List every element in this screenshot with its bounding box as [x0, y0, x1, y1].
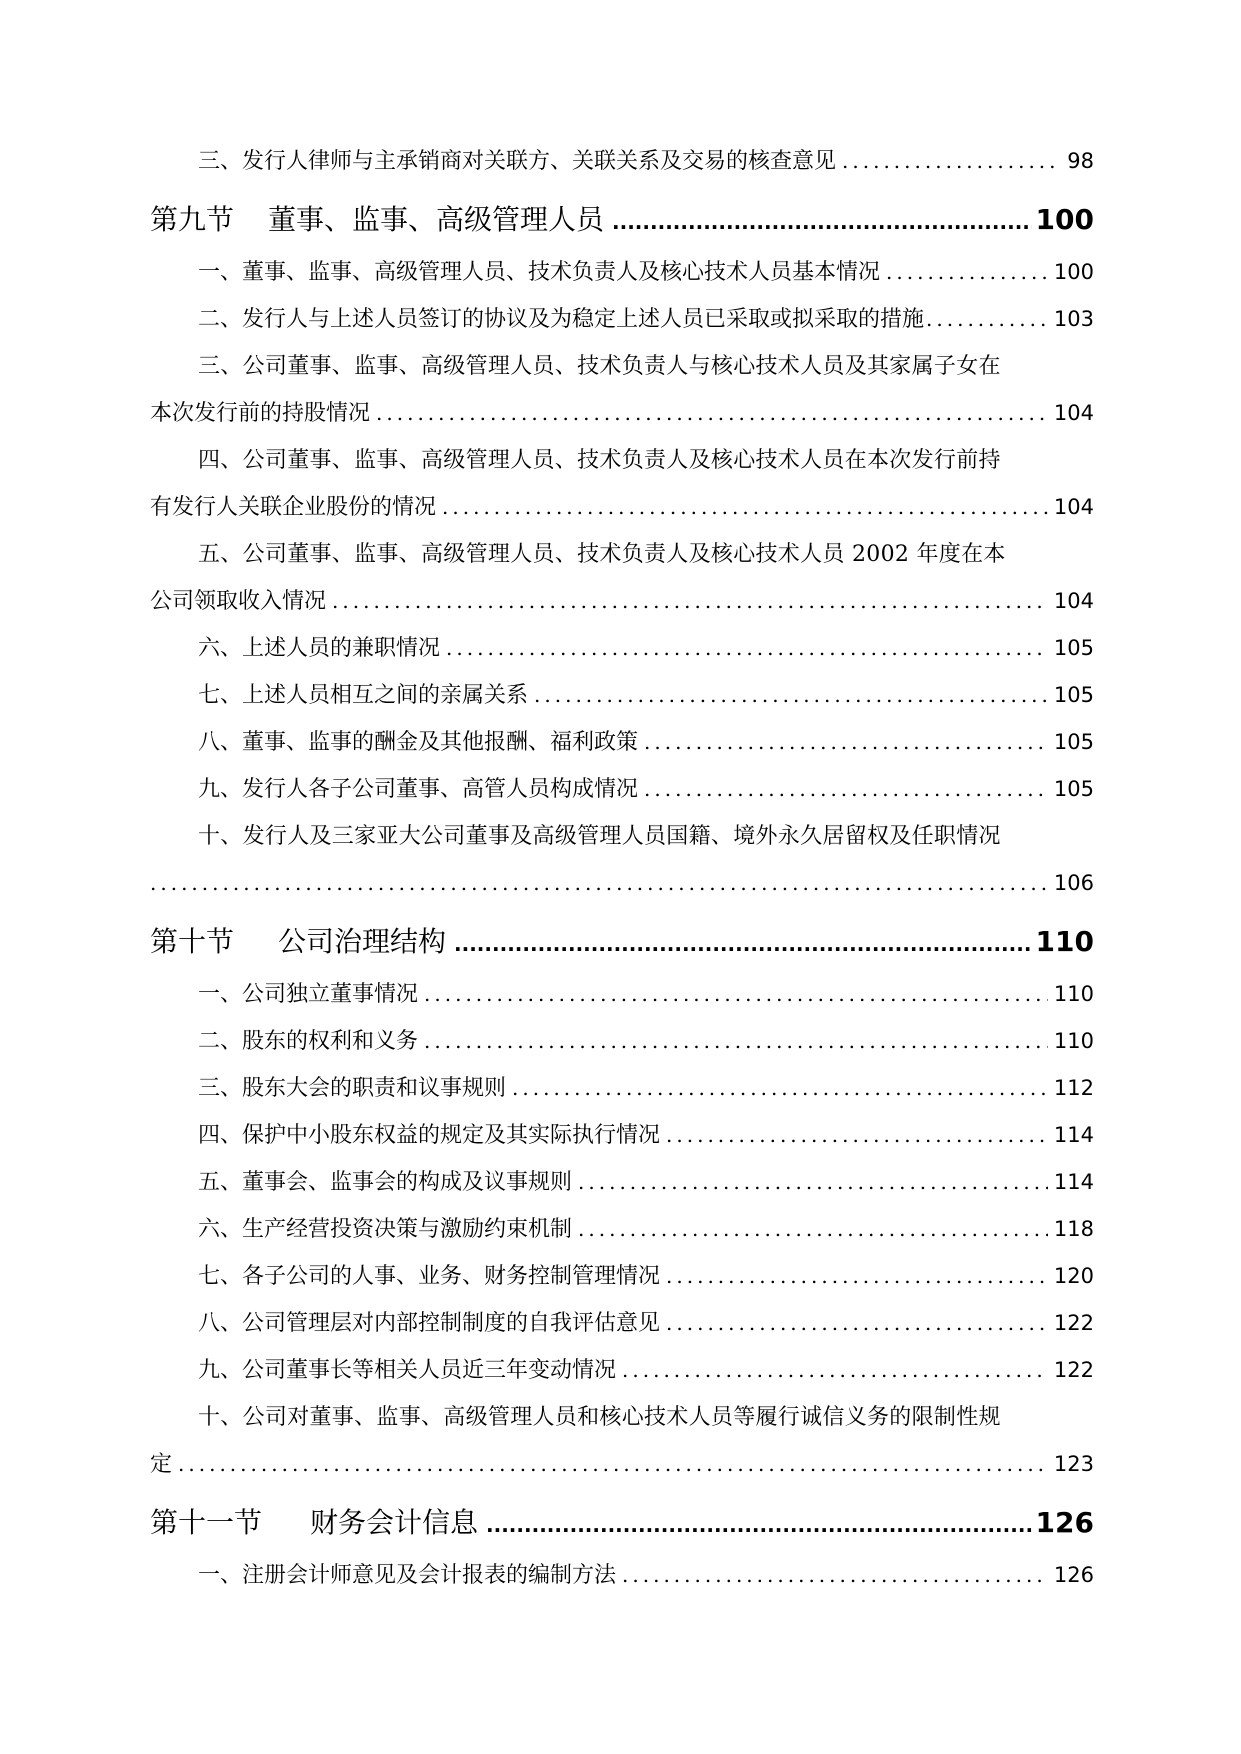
toc-page-number: 104 [1053, 589, 1094, 613]
toc-entry-label: 三、股东大会的职责和议事规则 [198, 1076, 507, 1101]
toc-section-heading[interactable] [150, 913, 1094, 971]
toc-page-number: 114 [1053, 1123, 1094, 1147]
toc-page-number: 105 [1053, 636, 1094, 660]
toc-page-number: 126 [1035, 1506, 1094, 1539]
toc-page-number: 110 [1035, 925, 1094, 958]
toc-entry[interactable] [150, 719, 1094, 766]
toc-section-heading[interactable] [150, 1494, 1094, 1552]
dot-leader [622, 1552, 1048, 1599]
toc-entry[interactable] [150, 625, 1094, 672]
toc-entry[interactable] [150, 672, 1094, 719]
toc-entry[interactable] [150, 138, 1094, 185]
toc-entry-label-line1: 十、发行人及三家亚大公司董事及高级管理人员国籍、境外永久居留权及任职情况 [198, 824, 1001, 849]
toc-entry-label: 三、发行人律师与主承销商对关联方、关联关系及交易的核查意见 [198, 149, 837, 174]
toc-entry-label-line2: 定 [150, 1452, 173, 1477]
toc-entry-label-line1: 五、公司董事、监事、高级管理人员、技术负责人及核心技术人员 2002 年度在本 [198, 542, 1006, 567]
dot-leader [332, 578, 1048, 625]
toc-entry-wrapped[interactable] [150, 1394, 1094, 1488]
dot-leader [644, 719, 1048, 766]
toc-entry[interactable] [150, 1300, 1094, 1347]
toc-entry-label: 六、上述人员的兼职情况 [198, 636, 441, 661]
toc-entry-label-line1: 四、公司董事、监事、高级管理人员、技术负责人及核心技术人员在本次发行前持 [198, 448, 1001, 473]
dot-leader [486, 1496, 1032, 1554]
toc-entry-wrapped[interactable] [150, 437, 1094, 531]
toc-page-number: 100 [1053, 260, 1094, 284]
dot-leader [446, 625, 1048, 672]
toc-entry-wrapped[interactable] [150, 813, 1094, 907]
section-title: 财务会计信息 [310, 1506, 479, 1539]
dot-leader [578, 1206, 1048, 1253]
dot-leader [926, 296, 1048, 343]
toc-entry-label: 一、公司独立董事情况 [198, 982, 419, 1007]
toc-entry[interactable] [150, 1065, 1094, 1112]
toc-entry-label: 四、保护中小股东权益的规定及其实际执行情况 [198, 1123, 661, 1148]
dot-leader [666, 1300, 1048, 1347]
toc-page-number: 106 [1053, 871, 1094, 895]
dot-leader [612, 193, 1032, 251]
toc-entry-label-line1: 十、公司对董事、监事、高级管理人员和核心技术人员等履行诚信义务的限制性规 [198, 1405, 1001, 1430]
toc-entry[interactable] [150, 1159, 1094, 1206]
toc-section-heading[interactable] [150, 191, 1094, 249]
dot-leader [666, 1112, 1048, 1159]
toc-entry[interactable] [150, 766, 1094, 813]
toc-entry[interactable] [150, 1253, 1094, 1300]
toc-entry-label: 九、发行人各子公司董事、高管人员构成情况 [198, 777, 639, 802]
toc-page-number: 105 [1053, 683, 1094, 707]
section-number: 第十一节 [150, 1506, 263, 1539]
toc-page-number: 126 [1053, 1563, 1094, 1587]
toc-entry-wrapped[interactable] [150, 343, 1094, 437]
dot-leader [454, 915, 1032, 973]
toc-page-number: 122 [1053, 1358, 1094, 1382]
toc-entry[interactable] [150, 296, 1094, 343]
toc-entry-label: 二、股东的权利和义务 [198, 1029, 419, 1054]
toc-entry-label: 六、生产经营投资决策与激励约束机制 [198, 1217, 573, 1242]
dot-leader [842, 138, 1061, 185]
toc-entry[interactable] [150, 1112, 1094, 1159]
toc-entry-label: 一、董事、监事、高级管理人员、技术负责人及核心技术人员基本情况 [198, 260, 881, 285]
dot-leader [376, 390, 1048, 437]
toc-page-number: 123 [1053, 1452, 1094, 1476]
table-of-contents [150, 138, 1094, 1599]
toc-entry-label-line2: 公司领取收入情况 [150, 589, 327, 614]
dot-leader [666, 1253, 1048, 1300]
dot-leader [534, 672, 1048, 719]
toc-entry-label: 八、董事、监事的酬金及其他报酬、福利政策 [198, 730, 639, 755]
toc-page-number: 98 [1067, 149, 1094, 173]
toc-entry-label: 九、公司董事长等相关人员近三年变动情况 [198, 1358, 617, 1383]
toc-entry[interactable] [150, 1018, 1094, 1065]
dot-leader [442, 484, 1048, 531]
toc-entry-label: 八、公司管理层对内部控制制度的自我评估意见 [198, 1311, 661, 1336]
dot-leader [578, 1159, 1048, 1206]
section-title: 公司治理结构 [278, 925, 447, 958]
dot-leader [150, 860, 1048, 907]
toc-page-number: 110 [1053, 1029, 1094, 1053]
toc-page-number: 120 [1053, 1264, 1094, 1288]
dot-leader [886, 249, 1048, 296]
toc-entry-label-line1: 三、公司董事、监事、高级管理人员、技术负责人与核心技术人员及其家属子女在 [198, 354, 1001, 379]
toc-entry-wrapped[interactable] [150, 531, 1094, 625]
toc-page-number: 112 [1053, 1076, 1094, 1100]
section-number: 第十节 [150, 925, 235, 958]
toc-entry-label: 七、上述人员相互之间的亲属关系 [198, 683, 529, 708]
toc-entry[interactable] [150, 1347, 1094, 1394]
toc-entry[interactable] [150, 249, 1094, 296]
toc-entry-label-line2: 有发行人关联企业股份的情况 [150, 495, 437, 520]
section-number: 第九节 [150, 203, 235, 236]
toc-page-number: 105 [1053, 730, 1094, 754]
dot-leader [424, 971, 1048, 1018]
toc-page-number: 104 [1053, 401, 1094, 425]
dot-leader [644, 766, 1048, 813]
section-title: 董事、监事、高级管理人员 [268, 203, 605, 236]
toc-entry-label: 一、注册会计师意见及会计报表的编制方法 [198, 1563, 617, 1588]
dot-leader [178, 1441, 1048, 1488]
toc-entry-label-line2: 本次发行前的持股情况 [150, 401, 371, 426]
toc-page-number: 100 [1035, 203, 1094, 236]
toc-page-number: 104 [1053, 495, 1094, 519]
toc-entry[interactable] [150, 1206, 1094, 1253]
dot-leader [424, 1018, 1048, 1065]
toc-page-number: 103 [1053, 307, 1094, 331]
toc-page-number: 122 [1053, 1311, 1094, 1335]
dot-leader [622, 1347, 1048, 1394]
toc-page-number: 114 [1053, 1170, 1094, 1194]
toc-entry-label: 二、发行人与上述人员签订的协议及为稳定上述人员已采取或拟采取的措施 [198, 307, 925, 332]
toc-page-number: 118 [1053, 1217, 1094, 1241]
toc-entry-label: 七、各子公司的人事、业务、财务控制管理情况 [198, 1264, 661, 1289]
toc-entry[interactable] [150, 971, 1094, 1018]
toc-page-number: 105 [1053, 777, 1094, 801]
toc-entry-label: 五、董事会、监事会的构成及议事规则 [198, 1170, 573, 1195]
toc-page-number: 110 [1053, 982, 1094, 1006]
dot-leader [512, 1065, 1048, 1112]
toc-entry[interactable] [150, 1552, 1094, 1599]
